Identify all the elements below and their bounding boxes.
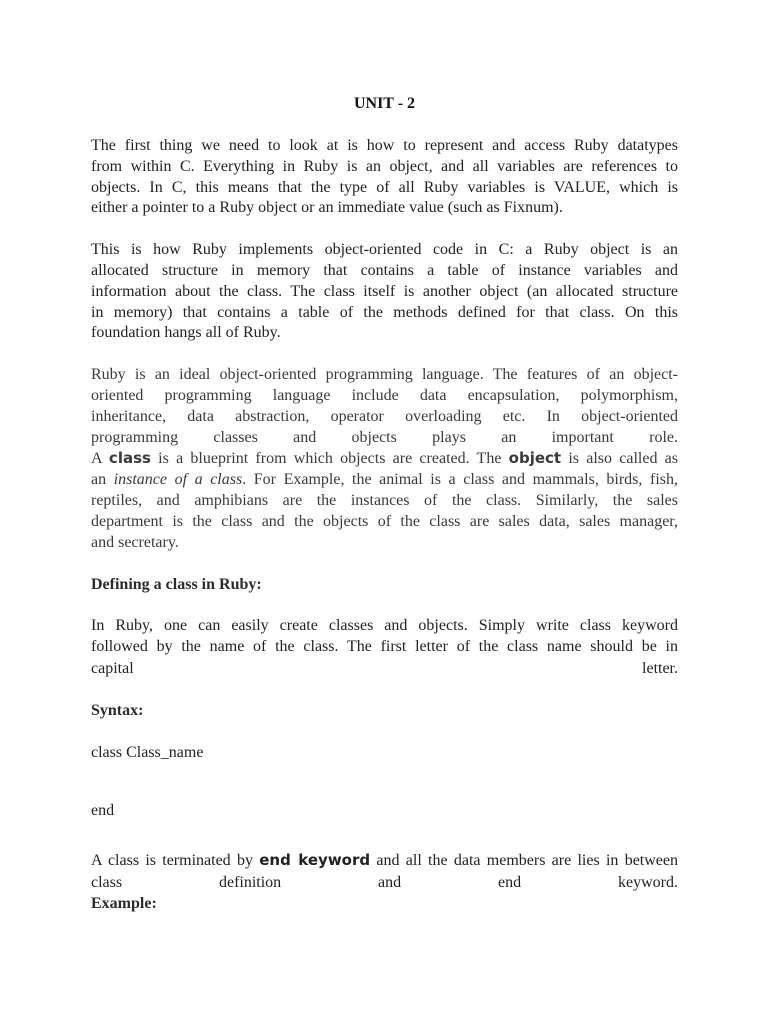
text-line-spread <box>91 872 678 893</box>
section-heading-example: Example: <box>91 894 157 912</box>
instance-term: instance of a class <box>113 471 243 489</box>
text-line: from within C. Everything in Ruby is an object, and all variables are references to <box>91 157 678 175</box>
text-run: capital <box>91 659 134 677</box>
object-term: object <box>508 449 562 468</box>
text-line: The first thing we need to look at is how to represent and access Ruby datatypes <box>91 137 678 154</box>
text-run: is also called as <box>561 450 679 468</box>
text-line <box>91 850 678 872</box>
text-line-spread <box>91 658 678 679</box>
text-line: either a pointer to a Ruby object or an immediate value (such as Fixnum). <box>91 199 563 217</box>
text-line <box>91 448 678 470</box>
text-run: and all the data members are lies in between <box>370 851 679 869</box>
text-run: end <box>498 873 522 891</box>
text-run: A <box>91 450 109 468</box>
syntax-line-end: end <box>91 801 115 819</box>
text-line: In Ruby, one can easily create classes and objects. Simply write class keyword <box>91 617 678 635</box>
paragraph-terminated <box>91 850 678 893</box>
text-line: information about the class. The class itself is another object (an allocated structure <box>91 282 678 300</box>
section-heading-syntax: Syntax: <box>91 701 144 719</box>
text-line: followed by the name of the class. The first letter of the class name should be in <box>91 638 678 656</box>
text-line: inheritance, data abstraction, operator overloading etc. In object-oriented <box>91 407 678 425</box>
text-run: is a blueprint from which objects are created. The <box>150 450 509 468</box>
text-line: oriented programming language include data encapsulation, polymorphism, <box>91 386 678 404</box>
text-run: class <box>91 873 123 891</box>
paragraph-define <box>91 616 678 679</box>
text-line: This is how Ruby implements object-oriented code in C: a Ruby object is an <box>91 241 678 259</box>
section-heading-define: Defining a class in Ruby: <box>91 576 262 594</box>
paragraph-oop <box>91 365 678 553</box>
paragraph-intro <box>91 136 678 219</box>
syntax-line-class: class Class_name <box>91 743 204 761</box>
class-term: class <box>108 449 151 468</box>
text-line: department is the class and the objects of the class are sales data, sales manager, <box>91 512 678 530</box>
end-keyword-term: end keyword <box>259 850 371 869</box>
text-line: programming classes and objects plays an important role. <box>91 428 678 446</box>
text-line: reptiles, and amphibians are the instances of the class. Similarly, the sales <box>91 491 678 509</box>
page-title: UNIT - 2 <box>353 95 416 112</box>
text-run: letter. <box>642 659 678 677</box>
text-run: A class is terminated by <box>91 851 260 869</box>
text-run: an <box>91 471 114 489</box>
text-run: and <box>378 873 402 891</box>
text-line: in memory) that contains a table of the methods defined for that class. On this <box>91 303 678 321</box>
text-line: Ruby is an ideal object-oriented programming language. The features of an object- <box>91 366 678 384</box>
text-line <box>91 470 678 491</box>
text-run: keyword. <box>617 873 678 891</box>
text-line: and secretary. <box>91 533 179 551</box>
text-run: definition <box>218 873 282 891</box>
text-line: foundation hangs all of Ruby. <box>91 324 281 342</box>
paragraph-implementation <box>91 240 678 344</box>
text-line: objects. In C, this means that the type of all Ruby variables is VALUE, which is <box>91 178 678 196</box>
document-page <box>91 93 678 935</box>
text-run: . For Example, the animal is a class and mammals, birds, fish, <box>242 471 678 489</box>
text-line: allocated structure in memory that contains a table of instance variables and <box>91 261 678 279</box>
